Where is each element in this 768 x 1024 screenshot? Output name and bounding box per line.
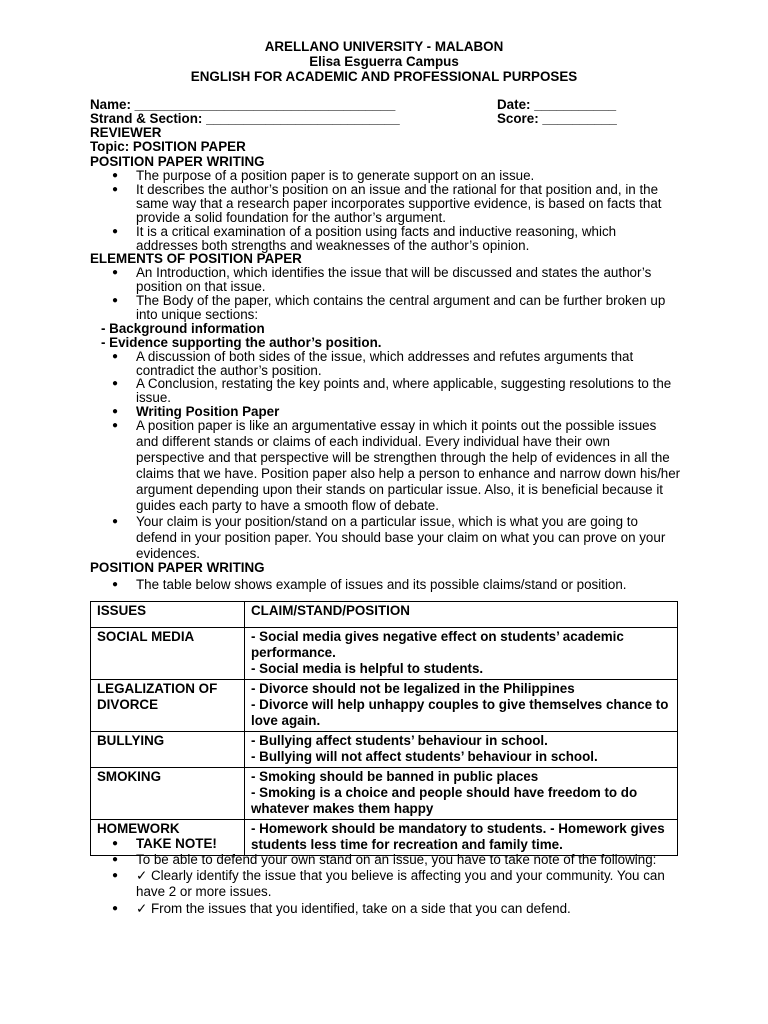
topic-label: Topic: POSITION PAPER bbox=[90, 139, 246, 154]
list-item: The table below shows example of issues and its possible claims/stand or position. bbox=[136, 577, 627, 592]
list-item: To be able to defend your own stand on an issue, you have to take note of the following: bbox=[136, 852, 657, 867]
claim-line: - Social media is helpful to students. bbox=[251, 661, 484, 676]
claim-cell bbox=[245, 768, 678, 820]
claim-line: - Divorce will help unhappy couples to give themselves chance to love again. bbox=[251, 697, 669, 728]
list-item: ✓ Clearly identify the issue that you believe is affecting you and your community. You can have 2 or more issues. bbox=[136, 868, 665, 899]
issue-cell: SMOKING bbox=[91, 768, 245, 820]
reviewer-label: REVIEWER bbox=[90, 125, 162, 140]
bullet-icon: ● bbox=[112, 516, 119, 527]
claim-line: - Homework should be mandatory to students. - Homework gives students less time for recreation and family time. bbox=[251, 821, 665, 852]
bullet-icon: ● bbox=[112, 870, 119, 881]
bullet-icon: ● bbox=[112, 420, 119, 431]
table-row bbox=[91, 768, 678, 820]
list-item: The Body of the paper, which contains the central argument and can be further broken up into unique sections: bbox=[136, 293, 666, 322]
date-field: Date: ___________ bbox=[497, 97, 617, 112]
bullet-icon: ● bbox=[112, 351, 119, 362]
issue-cell: BULLYING bbox=[91, 732, 245, 768]
table-row bbox=[91, 680, 678, 732]
section-heading: ELEMENTS OF POSITION PAPER bbox=[90, 251, 302, 266]
claim-line: - Divorce should not be legalized in the Philippines bbox=[251, 681, 575, 696]
claim-line: - Bullying will not affect students’ behaviour in school. bbox=[251, 749, 598, 764]
list-item: An Introduction, which identifies the issue that will be discussed and states the author’s position on that issue. bbox=[136, 265, 652, 294]
issue-cell: HOMEWORK bbox=[91, 820, 245, 856]
claim-cell bbox=[245, 680, 678, 732]
claim-cell bbox=[245, 628, 678, 680]
claim-line: - Bullying affect students’ behaviour in school. bbox=[251, 733, 548, 748]
bullet-icon: ● bbox=[112, 838, 119, 849]
list-item: The purpose of a position paper is to generate support on an issue. bbox=[136, 168, 535, 183]
issues-claims-table bbox=[90, 601, 678, 856]
bullet-icon: ● bbox=[112, 170, 119, 181]
campus-name: Elisa Esguerra Campus bbox=[309, 54, 459, 69]
list-item: It is a critical examination of a position using facts and inductive reasoning, which addresses both strengths and weaknesses of the author’s opinion. bbox=[136, 224, 617, 253]
name-field: Name: ___________________________________ bbox=[90, 97, 396, 112]
list-item: Your claim is your position/stand on a particular issue, which is what you are going to defend in your position paper. You should base your claim on what you can prove on your evidences. bbox=[136, 514, 666, 561]
table-row bbox=[91, 628, 678, 680]
take-note-label: TAKE NOTE! bbox=[136, 836, 217, 851]
bullet-icon: ● bbox=[112, 579, 119, 590]
claim-line: - Smoking should be banned in public places bbox=[251, 769, 539, 784]
claim-cell bbox=[245, 732, 678, 768]
bullet-icon: ● bbox=[112, 184, 119, 195]
list-item: A discussion of both sides of the issue, which addresses and refutes arguments that contradict the author’s position. bbox=[136, 349, 634, 378]
section-heading: POSITION PAPER WRITING bbox=[90, 154, 265, 169]
list-item: A Conclusion, restating the key points and, where applicable, suggesting resolutions to the issue. bbox=[136, 376, 672, 405]
course-title: ENGLISH FOR ACADEMIC AND PROFESSIONAL PURPOSES bbox=[190, 69, 578, 84]
bullet-icon: ● bbox=[112, 378, 119, 389]
score-field: Score: __________ bbox=[497, 111, 617, 126]
bullet-icon: ● bbox=[112, 903, 119, 914]
issue-cell: SOCIAL MEDIA bbox=[91, 628, 245, 680]
subheading: Writing Position Paper bbox=[136, 404, 280, 419]
column-header: CLAIM/STAND/POSITION bbox=[245, 602, 678, 628]
strand-section-field: Strand & Section: __________________________ bbox=[90, 111, 400, 126]
issue-cell: LEGALIZATION OF DIVORCE bbox=[91, 680, 245, 732]
university-name: ARELLANO UNIVERSITY - MALABON bbox=[264, 39, 504, 54]
bullet-icon: ● bbox=[112, 267, 119, 278]
section-heading: POSITION PAPER WRITING bbox=[90, 560, 265, 575]
claim-line: - Social media gives negative effect on students’ academic performance. bbox=[251, 629, 624, 660]
sub-point: - Background information bbox=[101, 321, 265, 336]
sub-point: - Evidence supporting the author’s position. bbox=[101, 335, 382, 350]
bullet-icon: ● bbox=[112, 854, 119, 865]
table-row bbox=[91, 732, 678, 768]
list-item: It describes the author’s position on an issue and the rational for that position and, in the same way that a research paper incorporates supportive evidence, is based on facts that provide a solid foundation for the author’s argument. bbox=[136, 182, 662, 225]
list-item: ✓ From the issues that you identified, take on a side that you can defend. bbox=[136, 901, 571, 916]
column-header: ISSUES bbox=[91, 602, 245, 628]
claim-line: - Smoking is a choice and people should have freedom to do whatever makes them happy bbox=[251, 785, 638, 816]
bullet-icon: ● bbox=[112, 226, 119, 237]
bullet-icon: ● bbox=[112, 295, 119, 306]
list-item: A position paper is like an argumentative essay in which it points out the possible issues and different stands or claims of each individual. Every individual have their own perspective and that perspective will be strengthen through the help of evidences in all the claims that we have. Position paper also help a person to enhance and narrow down his/her argument depending upon their stands on particular issue. Also, it is beneficial because it guides each party to have a smooth flow of debate. bbox=[136, 418, 681, 513]
bullet-icon: ● bbox=[112, 406, 119, 417]
table-header-row bbox=[91, 602, 678, 628]
